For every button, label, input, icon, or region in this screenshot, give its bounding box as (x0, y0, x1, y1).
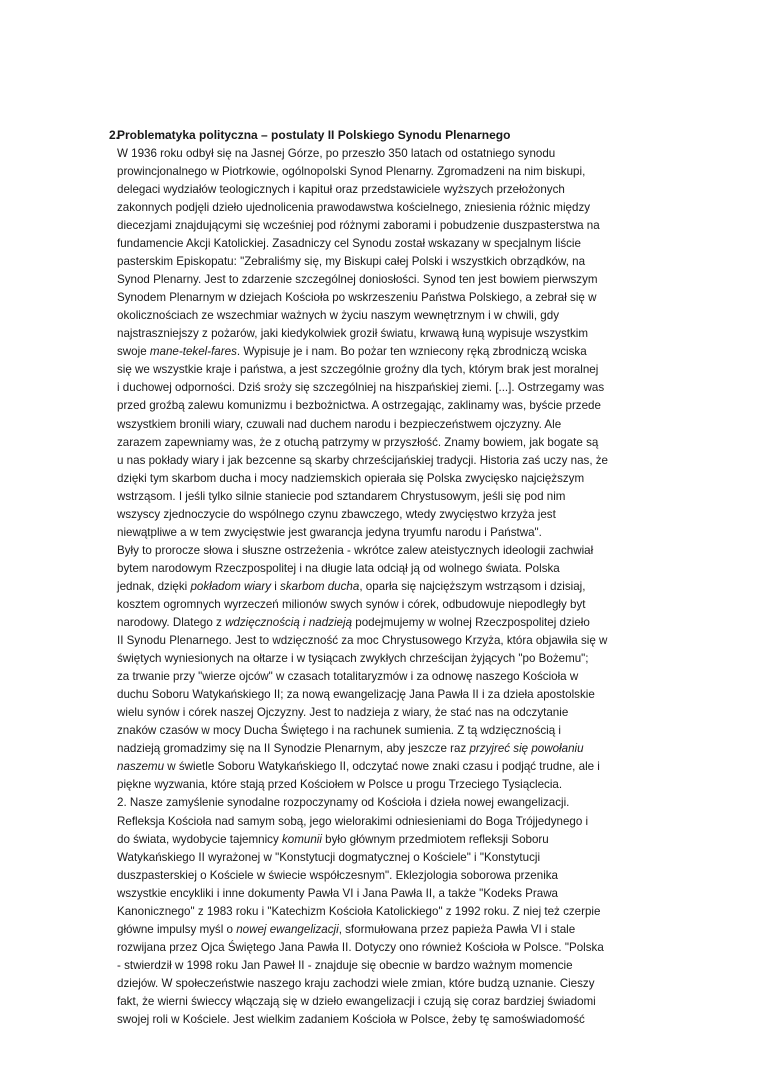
text-line (117, 560, 657, 578)
text-line (117, 361, 657, 379)
text-line (117, 668, 657, 686)
text-line (117, 145, 657, 163)
italic-text: przyjreć się powołaniu (469, 742, 584, 756)
text-run: nadzieją gromadzimy się na II Synodzie Plenarnym, aby jeszcze raz (117, 742, 470, 756)
text-line (117, 253, 657, 271)
italic-text: komunii (281, 832, 322, 846)
text-run: u nas pokłady wiary i jak bezcenne są skarby chrześcijańskiej tradycji. Historia zaś uczy nas, że (117, 453, 609, 467)
text-line (117, 397, 657, 415)
text-line (117, 434, 657, 452)
text-run: bytem narodowym Rzeczpospolitej i na długie lata odciął ją od wolnego świata. Polska (117, 561, 560, 575)
text-run: wszyscy zjednoczycie do wspólnego czynu zbawczego, wtedy zwycięstwo krzyża jest (117, 507, 556, 521)
text-line (117, 488, 657, 506)
text-line (117, 163, 657, 181)
text-run: wstrząsom. I jeśli tylko silnie staniecie pod sztandarem Chrystusowym, jeśli się pod nim (117, 489, 566, 503)
text-run: Synod Plenarny. Jest to zdarzenie szczególnej doniosłości. Synod ten jest bowiem pierwszym (117, 273, 598, 287)
text-run: . Wypisuje je i nam. Bo pożar ten wzniecony ręką zbrodniczą wciska (236, 345, 587, 359)
text-line (117, 217, 657, 235)
text-run: Kanonicznego" z 1983 roku i "Katechizm Kościoła Katolickiego" z 1992 roku. Z niej też czerpie (117, 904, 601, 918)
text-line (117, 524, 657, 542)
text-line (117, 307, 657, 325)
text-line (117, 722, 657, 740)
text-run: znaków czasów w mocy Ducha Świętego i na rachunek sumienia. Z tą wdzięcznością i (117, 724, 561, 738)
text-run: dziejów. W społeczeństwie naszego kraju zachodzi wiele zmian, które budzą uznanie. Cieszy (117, 976, 595, 990)
text-run: piękne wyzwania, które stają przed Kościołem w Polsce u progu Trzeciego Tysiąclecia. (117, 778, 563, 792)
text-run: wszystkie encykliki i inne dokumenty Pawła VI i Jana Pawła II, a także "Kodeks Prawa (117, 886, 559, 900)
text-run: podejmujemy w wolnej Rzeczpospolitej dzieło (352, 616, 590, 630)
text-run: dzięki tym skarbom ducha i mocy nadziemskich opierała się Polska zwycięsko najcięższym (117, 471, 585, 485)
text-run: 2. Nasze zamyślenie synodalne rozpoczynamy od Kościoła i dzieła nowej ewangelizacji. (117, 796, 570, 810)
text-run: Refleksja Kościoła nad samym sobą, jego wielorakimi odniesieniami do Boga Trójjedynego i (117, 814, 589, 828)
text-run: za trwanie przy "wierze ojców" w czasach totalitaryzmów i za odnowę naszego Kościoła w (117, 670, 579, 684)
text-run: - stwierdził w 1998 roku Jan Paweł II - znajduje się obecnie w bardzo ważnym momencie (117, 958, 573, 972)
text-run: do świata, wydobycie tajemnicy (117, 832, 282, 846)
text-run: się we wszystkie kraje i państwa, a jest szczególnie groźny dla tych, którym brak jest moralnej (117, 363, 599, 377)
section-2 (109, 127, 657, 1029)
section-heading (109, 127, 657, 145)
text-line (117, 452, 657, 470)
text-run: niewątpliwe a w tem zwycięstwie jest gwarancja jedyna tryumfu narodu i Państwa". (117, 525, 542, 539)
text-run: rozwijana przez Ojca Świętego Jana Pawła II. Dotyczy ono również Kościoła w Polsce. "Polska (117, 940, 604, 954)
text-line (117, 867, 657, 885)
text-run: , oparła się najcięższym wstrząsom i dzisiaj, (359, 579, 586, 593)
text-line (117, 650, 657, 668)
text-run: fakt, że wierni świeccy włączają się w dzieło ewangelizacji i czują się coraz bardziej świadomi (117, 995, 596, 1008)
text-line (117, 921, 657, 939)
text-line (117, 506, 657, 524)
text-run: okolicznościach ze wszechmiar ważnych w życiu naszym wewnętrznym i w chwili, gdy (117, 309, 559, 323)
text-run: zakonnych podjęli dzieło ujednolicenia prawodawstwa kościelnego, zniesienia różnic między (117, 200, 591, 214)
italic-text: naszemu (117, 760, 165, 774)
text-run: prowincjonalnego w Piotrkowie, ogólnopolski Synod Plenarny. Zgromadzeni na nim biskupi, (117, 164, 586, 178)
text-line (117, 235, 657, 253)
italic-text: skarbom ducha (280, 579, 360, 593)
text-run: , sformułowana przez papieża Pawła VI i stale (338, 922, 576, 936)
text-line (117, 849, 657, 867)
text-line (117, 975, 657, 993)
text-line (117, 885, 657, 903)
text-run: delegaci wydziałów teologicznych i kapituł oraz przedstawiciele wyższych przełożonych (117, 182, 565, 196)
section-title: Problematyka polityczna – postulaty II Polskiego Synodu Plenarnego (117, 128, 511, 142)
text-run: swoje (117, 345, 150, 359)
text-run: zarazem zapewniamy was, że z otuchą patrzymy w przyszłość. Znamy bowiem, jak bogate są (117, 435, 599, 449)
text-line (117, 1011, 657, 1029)
section-number: 2. (109, 128, 120, 142)
text-line (117, 957, 657, 975)
text-line (117, 416, 657, 434)
text-run: wszystkiem bronili wiary, czuwali nad duchem narodu i bezpieczeństwem ojczyzny. Ale (117, 417, 562, 431)
text-line (117, 379, 657, 397)
text-line (117, 993, 657, 1011)
text-line (117, 199, 657, 217)
text-line (117, 740, 657, 758)
text-line (117, 542, 657, 560)
text-line (117, 686, 657, 704)
text-run: i duchowej odporności. Dziś sroży się szczególniej na hiszpańskiej ziemi. [...]. Ostrzegamy was (117, 381, 605, 395)
text-run: najstraszniejszy z pożarów, jaki kiedykolwiek groził światu, krwawą łuną wypisuje wszystkim (117, 327, 588, 341)
text-line (117, 632, 657, 650)
text-line (117, 181, 657, 199)
text-line (117, 794, 657, 812)
text-line (117, 578, 657, 596)
text-run: i (271, 579, 281, 593)
text-line (117, 596, 657, 614)
text-line (117, 831, 657, 849)
text-run: w świetle Soboru Watykańskiego II, odczytać nowe znaki czasu i podjąć trudne, ale i (164, 760, 600, 774)
italic-text: mane-tekel-fares (149, 345, 237, 359)
text-run: wielu synów i córek naszej Ojczyzny. Jest to nadzieja z wiary, że stać nas na odczytanie (117, 706, 569, 720)
text-run: duszpasterskiej o Kościele w świecie współczesnym". Eklezjologia soborowa przenika (117, 868, 559, 882)
section-body (117, 145, 657, 1029)
text-line (117, 704, 657, 722)
text-run: II Synodu Plenarnego. Jest to wdzięczność za moc Chrystusowego Krzyża, która objawiła się w (117, 634, 608, 648)
text-line (117, 813, 657, 831)
text-line (117, 289, 657, 307)
text-run: Watykańskiego II wyrażonej w "Konstytucji dogmatycznej o Kościele" i "Konstytucji (117, 850, 541, 864)
text-line (117, 758, 657, 776)
text-run: pasterskim Episkopatu: "Zebraliśmy się, my Biskupi całej Polski i wszystkich obrządków, na (117, 255, 586, 269)
text-run: duchu Soboru Watykańskiego II; za nową ewangelizację Jana Pawła II i za dzieła apostolskie (117, 688, 595, 702)
text-line (117, 343, 657, 361)
text-run: W 1936 roku odbył się na Jasnej Górze, po przeszło 350 latach od ostatniego synodu (117, 146, 556, 160)
text-run: było głównym przedmiotem refleksji Soboru (321, 832, 549, 846)
text-line (117, 614, 657, 632)
italic-text: nowej ewangelizacji (236, 922, 339, 936)
text-run: narodowy. Dlatego z (117, 616, 226, 630)
text-line (117, 470, 657, 488)
text-run: świętych wyniesionych na ołtarze i w tysiącach zwykłych chrześcijan żyjących "po Bożemu"; (117, 652, 589, 666)
italic-text: wdzięcznością i nadzieją (225, 616, 353, 630)
text-line (117, 776, 657, 794)
text-run: Synodem Plenarnym w dziejach Kościoła po wskrzeszeniu Państwa Polskiego, a zebrał się w (117, 291, 597, 305)
text-run: diecezjami znajdującymi się wcześniej pod różnymi zaborami i pobudzenie duszpasterstwa na (117, 218, 600, 232)
text-line (117, 939, 657, 957)
text-run: kosztem ogromnych wyrzeczeń milionów swych synów i córek, odbudowuje niepodległy byt (117, 597, 586, 611)
text-run: przed groźbą zalewu komunizmu i bezbożnictwa. A ostrzegając, zaklinamy was, byście przede (117, 399, 601, 413)
text-line (117, 903, 657, 921)
text-run: fundamencie Akcji Katolickiej. Zasadniczy cel Synodu został wskazany w specjalnym liście (117, 237, 581, 251)
text-line (117, 271, 657, 289)
text-run: swojej roli w Kościele. Jest wielkim zadaniem Kościoła w Polsce, żeby tę samoświadomość (117, 1013, 585, 1027)
text-run: Były to prorocze słowa i słuszne ostrzeżenia - wkrótce zalew ateistycznych ideologii zachwiał (117, 543, 594, 557)
text-line (117, 325, 657, 343)
text-run: jednak, dzięki (117, 579, 191, 593)
italic-text: pokładom wiary (190, 579, 272, 593)
text-run: główne impulsy myśl o (117, 922, 237, 936)
